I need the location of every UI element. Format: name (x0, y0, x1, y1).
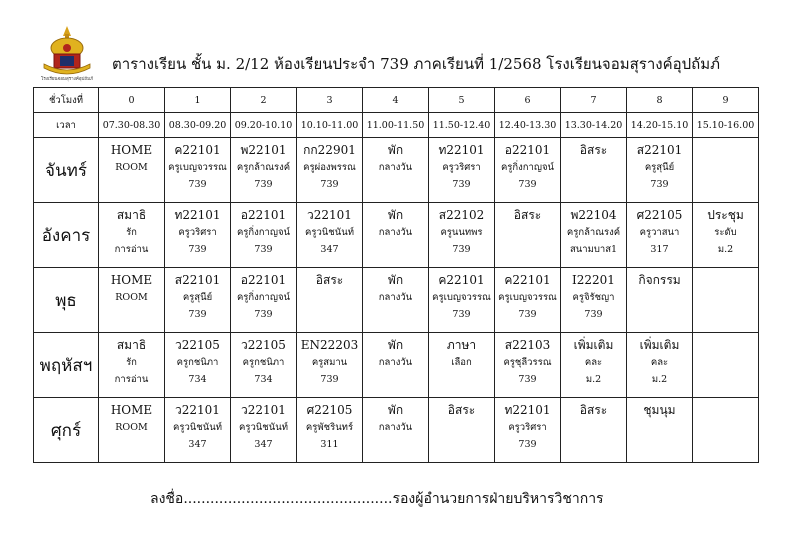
schedule-cell (231, 333, 297, 398)
subject-code: อิสระ (447, 403, 476, 417)
svg-text:โรงเรียนจอมสุรางค์อุปถัมภ์: โรงเรียนจอมสุรางค์อุปถัมภ์ (40, 77, 94, 82)
teacher-name: ROOM (115, 162, 148, 173)
teacher-name: ครูวนิชนันท์ (239, 422, 288, 433)
schedule-cell (165, 268, 231, 333)
subject-code: อิสระ (315, 273, 344, 287)
subject-code: กิจกรรม (638, 273, 681, 287)
subject-code: HOME (110, 143, 153, 157)
teacher-name: ครูสุนีย์ (644, 162, 675, 173)
schedule-cell (429, 398, 495, 463)
room-number: 739 (452, 244, 471, 255)
teacher-name: ครูวาสนา (639, 227, 680, 238)
teacher-name: ครูเบญจวรรณ (432, 292, 491, 303)
subject-code: ว22101 (175, 403, 220, 417)
schedule-cell (363, 138, 429, 203)
signature-line: ลงชื่อ...............................................รองผู้อำนวยการฝ่ายบริหารวิชาการ (150, 491, 604, 507)
day-row (34, 333, 759, 398)
schedule-cell (231, 138, 297, 203)
room-number: 317 (650, 244, 669, 255)
subject-code: HOME (110, 403, 153, 417)
subject-code: สมาธิ (116, 208, 147, 222)
teacher-name: ROOM (115, 292, 148, 303)
schedule-cell (429, 333, 495, 398)
teacher-name: ครูกิ่งกาญจน์ (500, 162, 555, 173)
schedule-cell (561, 203, 627, 268)
room-number: 347 (254, 439, 273, 450)
day-name: จันทร์ (34, 138, 99, 203)
period-number: 7 (561, 88, 627, 113)
teacher-name: ครูกชนิภา (242, 357, 285, 368)
teacher-name: ครูกล้าณรงค์ (236, 162, 291, 173)
period-number: 0 (99, 88, 165, 113)
teacher-name: ครูวนิชนันท์ (305, 227, 354, 238)
period-label: ชั่วโมงที่ (34, 88, 99, 113)
subject-code: ว22101 (241, 403, 286, 417)
room-number: ม.2 (585, 374, 602, 385)
day-row (34, 138, 759, 203)
room-number: 739 (320, 374, 339, 385)
subject-code: ท22101 (438, 143, 485, 157)
subject-code: ว22105 (175, 338, 220, 352)
room-number: การอ่าน (114, 374, 149, 385)
period-time: 11.50-12.40 (429, 113, 495, 138)
room-number: ม.2 (717, 244, 734, 255)
time-row (34, 113, 759, 138)
teacher-name: ครูเบญจวรรณ (498, 292, 557, 303)
subject-code: อิสระ (513, 208, 542, 222)
room-number: 734 (188, 374, 207, 385)
room-number: 739 (254, 179, 273, 190)
subject-code: อิสระ (579, 143, 608, 157)
period-time: 08.30-09.20 (165, 113, 231, 138)
schedule-cell (561, 333, 627, 398)
schedule-cell (627, 333, 693, 398)
schedule-cell (693, 398, 759, 463)
room-number: 347 (188, 439, 207, 450)
day-name: ศุกร์ (34, 398, 99, 463)
subject-code: ว22101 (307, 208, 352, 222)
subject-code: HOME (110, 273, 153, 287)
subject-code: ท22101 (504, 403, 551, 417)
schedule-cell (693, 138, 759, 203)
room-number: สนามบาส1 (569, 244, 618, 255)
room-number: 739 (188, 309, 207, 320)
schedule-cell (363, 203, 429, 268)
teacher-name: ครูกิ่งกาญจน์ (236, 292, 291, 303)
schedule-cell (495, 138, 561, 203)
subject-code: I22201 (572, 273, 615, 287)
schedule-cell (99, 138, 165, 203)
subject-code: ว22105 (241, 338, 286, 352)
subject-code: พัก (387, 208, 404, 222)
subject-code: ประชุม (707, 208, 744, 222)
schedule-cell (495, 333, 561, 398)
schedule-cell (297, 333, 363, 398)
subject-code: ศ22105 (306, 403, 353, 417)
schedule-cell (627, 138, 693, 203)
teacher-name: กลางวัน (378, 227, 413, 238)
timetable (33, 87, 759, 463)
subject-code: กก22901 (303, 143, 356, 157)
schedule-cell (495, 398, 561, 463)
schedule-cell (693, 203, 759, 268)
schedule-cell (693, 268, 759, 333)
subject-code: อ22101 (504, 143, 551, 157)
room-number: 739 (584, 309, 603, 320)
teacher-name: คละ (584, 357, 603, 368)
room-number: 739 (452, 309, 471, 320)
teacher-name: ครูวนิชนันท์ (173, 422, 222, 433)
teacher-name: ระดับ (714, 227, 737, 238)
subject-code: ท22101 (174, 208, 221, 222)
subject-code: สมาธิ (116, 338, 147, 352)
teacher-name: ครูวริศรา (508, 422, 547, 433)
room-number: 739 (188, 179, 207, 190)
teacher-name: ครูเบญจวรรณ (168, 162, 227, 173)
room-number: 739 (518, 374, 537, 385)
schedule-cell (693, 333, 759, 398)
period-number: 9 (693, 88, 759, 113)
teacher-name: ครูสุนีย์ (182, 292, 213, 303)
schedule-cell (495, 268, 561, 333)
subject-code: พัก (387, 403, 404, 417)
schedule-cell (297, 138, 363, 203)
subject-code: ส22102 (438, 208, 485, 222)
period-number: 6 (495, 88, 561, 113)
room-number: ม.2 (651, 374, 668, 385)
teacher-name: กลางวัน (378, 292, 413, 303)
schedule-cell (99, 203, 165, 268)
schedule-cell (165, 203, 231, 268)
teacher-name: ครูกิ่งกาญจน์ (236, 227, 291, 238)
subject-code: พ22104 (570, 208, 617, 222)
day-row (34, 203, 759, 268)
schedule-cell (231, 203, 297, 268)
subject-code: เพิ่มเติม (639, 338, 680, 352)
period-time: 14.20-15.10 (627, 113, 693, 138)
room-number: 739 (518, 439, 537, 450)
room-number: 739 (188, 244, 207, 255)
time-label: เวลา (34, 113, 99, 138)
subject-code: ค22101 (438, 273, 485, 287)
schedule-cell (627, 268, 693, 333)
schedule-cell (429, 138, 495, 203)
teacher-name: ROOM (115, 422, 148, 433)
day-name: พุธ (34, 268, 99, 333)
teacher-name: ครูพัชรินทร์ (305, 422, 354, 433)
period-time: 07.30-08.30 (99, 113, 165, 138)
room-number: 739 (320, 179, 339, 190)
schedule-cell (297, 203, 363, 268)
day-row (34, 268, 759, 333)
subject-code: ศ22105 (636, 208, 683, 222)
subject-code: อิสระ (579, 403, 608, 417)
subject-code: พัก (387, 143, 404, 157)
subject-code: พัก (387, 338, 404, 352)
schedule-cell (363, 398, 429, 463)
teacher-name: เลือก (451, 357, 472, 368)
schedule-cell (165, 398, 231, 463)
teacher-name: ครูกล้าณรงค์ (566, 227, 621, 238)
schedule-cell (429, 268, 495, 333)
period-number: 4 (363, 88, 429, 113)
subject-code: อ22101 (240, 273, 287, 287)
schedule-cell (165, 333, 231, 398)
period-number: 1 (165, 88, 231, 113)
period-row (34, 88, 759, 113)
schedule-cell (561, 398, 627, 463)
teacher-name: ครูสมาน (311, 357, 348, 368)
schedule-cell (363, 333, 429, 398)
subject-code: ค22101 (174, 143, 221, 157)
teacher-name: กลางวัน (378, 162, 413, 173)
subject-code: ภาษา (446, 338, 477, 352)
room-number: การอ่าน (114, 244, 149, 255)
schedule-cell (99, 398, 165, 463)
room-number: 739 (518, 309, 537, 320)
subject-code: ส22101 (636, 143, 683, 157)
subject-code: ชุมนุม (643, 403, 676, 417)
period-time: 13.30-14.20 (561, 113, 627, 138)
schedule-cell (231, 398, 297, 463)
subject-code: ส22101 (174, 273, 221, 287)
period-time: 09.20-10.10 (231, 113, 297, 138)
schedule-cell (99, 268, 165, 333)
subject-code: EN22203 (300, 338, 359, 352)
room-number: 739 (650, 179, 669, 190)
period-number: 2 (231, 88, 297, 113)
teacher-name: ครูจิรัชญา (572, 292, 615, 303)
schedule-cell (561, 268, 627, 333)
day-row (34, 398, 759, 463)
period-time: 15.10-16.00 (693, 113, 759, 138)
schedule-cell (627, 398, 693, 463)
teacher-name: รัก (126, 227, 137, 238)
teacher-name: รัก (126, 357, 137, 368)
teacher-name: กลางวัน (378, 422, 413, 433)
teacher-name: ครูวริศรา (442, 162, 481, 173)
subject-code: อ22101 (240, 208, 287, 222)
period-time: 11.00-11.50 (363, 113, 429, 138)
period-time: 10.10-11.00 (297, 113, 363, 138)
schedule-cell (627, 203, 693, 268)
period-time: 12.40-13.30 (495, 113, 561, 138)
day-name: อังคาร (34, 203, 99, 268)
teacher-name: คละ (650, 357, 669, 368)
period-number: 3 (297, 88, 363, 113)
teacher-name: ครูกชนิภา (176, 357, 219, 368)
school-logo-icon (36, 24, 98, 82)
schedule-cell (363, 268, 429, 333)
room-number: 739 (518, 179, 537, 190)
subject-code: เพิ่มเติม (573, 338, 614, 352)
teacher-name: ครูนนทพร (440, 227, 483, 238)
subject-code: ค22101 (504, 273, 551, 287)
schedule-cell (297, 398, 363, 463)
subject-code: ส22103 (504, 338, 551, 352)
room-number: 739 (254, 309, 273, 320)
period-number: 5 (429, 88, 495, 113)
teacher-name: ครูวริศรา (178, 227, 217, 238)
room-number: 347 (320, 244, 339, 255)
schedule-cell (429, 203, 495, 268)
schedule-cell (231, 268, 297, 333)
room-number: 739 (254, 244, 273, 255)
day-name: พฤหัสฯ (34, 333, 99, 398)
page-title: ตารางเรียน ชั้น ม. 2/12 ห้องเรียนประจำ 739 ภาคเรียนที่ 1/2568 โรงเรียนจอมสุรางค์อุปถัมภ์ (112, 55, 720, 73)
schedule-cell (561, 138, 627, 203)
schedule-cell (99, 333, 165, 398)
teacher-name: ครูผ่องพรรณ (303, 162, 356, 173)
period-number: 8 (627, 88, 693, 113)
room-number: 734 (254, 374, 273, 385)
room-number: 739 (452, 179, 471, 190)
teacher-name: ครูชุลีวรรณ (503, 357, 552, 368)
subject-code: พ22101 (240, 143, 287, 157)
room-number: 311 (320, 439, 339, 450)
schedule-cell (297, 268, 363, 333)
subject-code: พัก (387, 273, 404, 287)
teacher-name: กลางวัน (378, 357, 413, 368)
schedule-cell (165, 138, 231, 203)
schedule-cell (495, 203, 561, 268)
